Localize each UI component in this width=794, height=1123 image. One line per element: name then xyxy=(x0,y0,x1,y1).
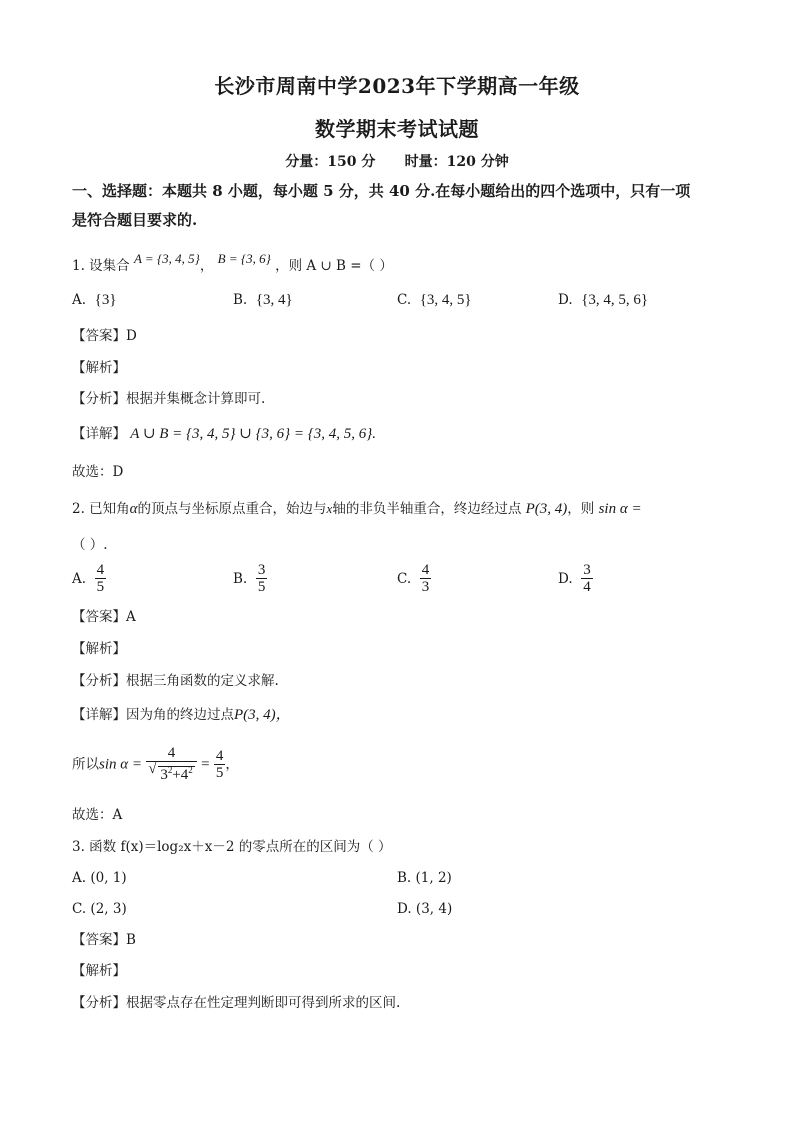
q2-fenxi: 【分析】根据三角函数的定义求解. xyxy=(72,673,279,689)
q1-option-a: A. {3} xyxy=(72,292,117,308)
q1-answer: 【答案】D xyxy=(72,328,137,344)
q1-detail-math: A ∪ B = {3, 4, 5} ∪ {3, 6} = {3, 4, 5, 6}. xyxy=(130,426,376,442)
q2-frac-result: $\frac{4}{5}$ xyxy=(215,747,224,781)
q3-option-d: D. (3, 4) xyxy=(397,901,453,917)
q3-stem: 3. 函数 f(x)＝log₂x＋x－2 的零点所在的区间为（ ） xyxy=(72,839,392,855)
q1-option-d: D. {3, 4, 5, 6} xyxy=(558,292,649,308)
exam-title-line1: 长沙市周南中学2023年下学期高一年级 xyxy=(214,74,580,98)
q3-answer: 【答案】B xyxy=(72,932,136,948)
q2-option-c: C. $\frac{4}{3}$ xyxy=(397,562,430,595)
section-heading-line1: 一、选择题：本题共 8 小题，每小题 5 分，共 40 分.在每小题给出的四个选项中，只有一项 xyxy=(72,182,691,200)
q1-option-b: B. {3, 4} xyxy=(233,292,293,308)
q3-analysis: 【解析】 xyxy=(72,963,126,979)
q1-prefix: 1. 设集合 xyxy=(72,258,130,274)
q3-option-a: A. (0, 1) xyxy=(72,870,127,886)
q2-detail: 【详解】因为角的终边过点P(3, 4)， xyxy=(72,707,291,723)
q1-set-b: B = {3, 6} xyxy=(217,251,271,266)
q2-choose: 故选：A xyxy=(72,807,123,823)
q2-derivation: 所以sin α = 4 √ $3^2+4^2$ = $\frac{4}{5}$ ， xyxy=(72,744,239,785)
q2-stem-line1: 2. 已知角α的顶点与坐标原点重合，始边与x轴的非负半轴重合，终边经过点 P(3, 4)，则 sin α = xyxy=(72,501,642,517)
q1-detail: 【详解】 A ∪ B = {3, 4, 5} ∪ {3, 6} = {3, 4, 5, 6}. xyxy=(72,426,376,442)
q1-set-a: A = {3, 4, 5} xyxy=(133,251,200,266)
q2-answer: 【答案】A xyxy=(72,609,136,625)
q2-sin: sin α = xyxy=(598,501,642,517)
q2-stem-line2: （ ）. xyxy=(72,537,108,553)
q3-option-b: B. (1, 2) xyxy=(397,870,452,886)
section-heading-line2: 是符合题目要求的. xyxy=(72,211,198,229)
q3-option-c: C. (2, 3) xyxy=(72,901,127,917)
exam-title-line2: 数学期末考试试题 xyxy=(315,117,479,141)
q2-analysis: 【解析】 xyxy=(72,641,126,657)
q1-choose: 故选：D xyxy=(72,464,124,480)
q2-point: P(3, 4) xyxy=(525,501,568,517)
q1-fenxi: 【分析】根据并集概念计算即可. xyxy=(72,391,266,407)
q1-option-c: C. {3, 4, 5} xyxy=(397,292,472,308)
q1-ask: ，则 A ∪ B =（ ） xyxy=(275,258,393,274)
q2-option-d: D. $\frac{3}{4}$ xyxy=(558,562,591,595)
q1-analysis: 【解析】 xyxy=(72,360,126,376)
q2-frac-main: 4 √ $3^2+4^2$ xyxy=(146,745,196,784)
q2-option-b: B. $\frac{3}{5}$ xyxy=(233,562,266,595)
score-time-info: 分量：150 分 时量：120 分钟 xyxy=(285,154,509,170)
q2-option-a: A. $\frac{4}{5}$ xyxy=(72,562,105,595)
q1-stem: 1. 设集合 A = {3, 4, 5}， B = {3, 6} ，则 A ∪ B =（ ） xyxy=(72,251,393,274)
q3-fenxi: 【分析】根据零点存在性定理判断即可得到所求的区间. xyxy=(72,995,401,1011)
